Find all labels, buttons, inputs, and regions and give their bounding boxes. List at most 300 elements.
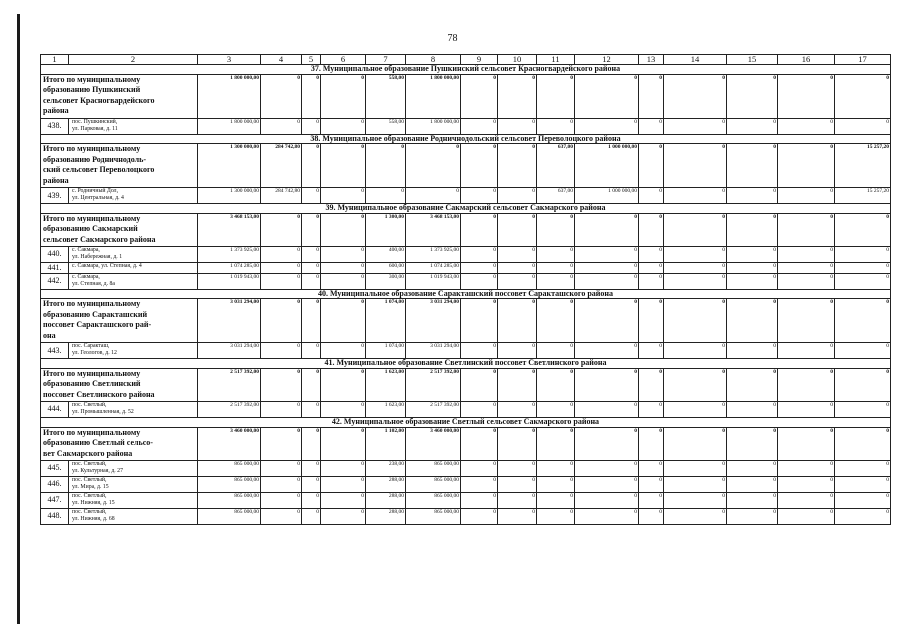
row-number: 443.: [41, 343, 69, 359]
total-value-cell: 1 300 000,00: [198, 144, 261, 188]
address-line: ул. Геологов, д. 12: [72, 350, 117, 357]
total-value-cell: 0: [639, 368, 664, 401]
column-header: 13: [639, 55, 664, 65]
value-cell: 0: [537, 246, 575, 262]
total-value-cell: 0: [575, 213, 639, 246]
value-cell: 0: [778, 460, 835, 476]
total-label-line: поссовет Саракташского рай-: [43, 320, 152, 330]
value-cell: 0: [261, 508, 302, 524]
total-value-cell: 0: [537, 74, 575, 118]
value-cell: 865 000,00: [198, 492, 261, 508]
value-cell: 0: [835, 476, 891, 492]
total-value-cell: 0: [321, 368, 366, 401]
total-value-cell: 0: [664, 368, 727, 401]
total-value-cell: 0: [537, 213, 575, 246]
total-value-cell: 1 074,00: [366, 299, 406, 343]
total-value-cell: 1 800 000,00: [406, 74, 461, 118]
total-label: [41, 368, 198, 401]
value-cell: 238,00: [366, 460, 406, 476]
value-cell: 0: [664, 343, 727, 359]
address-line: пос. Светлый,: [72, 476, 107, 483]
total-value-cell: 0: [727, 427, 778, 460]
column-header: 8: [406, 55, 461, 65]
value-cell: 0: [461, 492, 498, 508]
value-cell: 0: [321, 401, 366, 417]
total-value-cell: 0: [639, 144, 664, 188]
row-number: 447.: [41, 492, 69, 508]
value-cell: 0: [321, 273, 366, 289]
table-row: [41, 401, 891, 417]
total-label-line: образованию Родничнодоль-: [43, 154, 147, 164]
value-cell: 0: [461, 401, 498, 417]
value-cell: 0: [498, 273, 537, 289]
value-cell: 0: [461, 476, 498, 492]
column-header: 12: [575, 55, 639, 65]
value-cell: 0: [664, 273, 727, 289]
value-cell: 0: [835, 343, 891, 359]
address-cell: [69, 118, 198, 134]
total-label: [41, 74, 198, 118]
value-cell: 0: [664, 262, 727, 273]
value-cell: 0: [639, 476, 664, 492]
value-cell: 0: [461, 246, 498, 262]
column-header: 10: [498, 55, 537, 65]
value-cell: 0: [727, 401, 778, 417]
section-total-row: [41, 74, 891, 118]
value-cell: 865 000,00: [406, 460, 461, 476]
total-label-line: сельсовет Сакмарского района: [43, 234, 156, 244]
address-cell: [69, 508, 198, 524]
total-value-cell: 3 031 294,00: [198, 299, 261, 343]
total-label-line: образованию Пушкинский: [43, 85, 141, 95]
value-cell: 0: [727, 343, 778, 359]
value-cell: 0: [835, 273, 891, 289]
total-value-cell: 284 742,80: [261, 144, 302, 188]
total-label-line: Итого по муниципальному: [43, 299, 141, 309]
value-cell: 0: [664, 460, 727, 476]
address-cell: [69, 476, 198, 492]
total-value-cell: 0: [835, 74, 891, 118]
total-label-line: вет Сакмарского района: [43, 448, 133, 458]
address-cell: [69, 246, 198, 262]
column-header: 6: [321, 55, 366, 65]
value-cell: 3 031 294,00: [406, 343, 461, 359]
row-number: 448.: [41, 508, 69, 524]
value-cell: 0: [302, 273, 321, 289]
value-cell: 0: [302, 246, 321, 262]
value-cell: 0: [575, 508, 639, 524]
address-line: с. Сакмара, ул. Степная, д. 4: [72, 262, 142, 269]
value-cell: 0: [639, 246, 664, 262]
value-cell: 1 074 285,00: [198, 262, 261, 273]
value-cell: 0: [664, 492, 727, 508]
total-label-line: Итого по муниципальному: [43, 144, 141, 154]
section-title: 42. Муниципальное образование Светлый сельсовет Сакмарского района: [41, 417, 891, 427]
value-cell: 0: [727, 508, 778, 524]
value-cell: 0: [461, 118, 498, 134]
value-cell: 0: [639, 508, 664, 524]
value-cell: 0: [321, 476, 366, 492]
value-cell: 0: [537, 401, 575, 417]
total-value-cell: 1 300,00: [366, 213, 406, 246]
value-cell: 0: [406, 188, 461, 204]
total-value-cell: 15 257,20: [835, 144, 891, 188]
value-cell: 0: [302, 118, 321, 134]
total-value-cell: 0: [778, 213, 835, 246]
total-value-cell: 0: [261, 427, 302, 460]
value-cell: 0: [498, 476, 537, 492]
value-cell: 0: [498, 460, 537, 476]
total-value-cell: 3 468 153,00: [406, 213, 461, 246]
total-value-cell: 1 623,00: [366, 368, 406, 401]
total-value-cell: 0: [664, 144, 727, 188]
section-title: 39. Муниципальное образование Сакмарский сельсовет Сакмарского района: [41, 204, 891, 214]
value-cell: 1 074,00: [366, 343, 406, 359]
total-value-cell: 0: [727, 299, 778, 343]
column-header: 2: [69, 55, 198, 65]
value-cell: 0: [321, 246, 366, 262]
address-cell: [69, 188, 198, 204]
address-cell: [69, 401, 198, 417]
value-cell: 0: [575, 118, 639, 134]
value-cell: 0: [461, 460, 498, 476]
value-cell: 1 373 925,00: [406, 246, 461, 262]
total-value-cell: 0: [302, 299, 321, 343]
value-cell: 0: [727, 188, 778, 204]
value-cell: 0: [321, 262, 366, 273]
column-header: 9: [461, 55, 498, 65]
value-cell: 1 623,00: [366, 401, 406, 417]
value-cell: 0: [639, 273, 664, 289]
value-cell: 288,00: [366, 492, 406, 508]
total-label: [41, 427, 198, 460]
total-value-cell: 2 517 392,00: [406, 368, 461, 401]
value-cell: 0: [727, 246, 778, 262]
value-cell: 0: [537, 508, 575, 524]
value-cell: 300,00: [366, 273, 406, 289]
value-cell: 0: [321, 508, 366, 524]
total-value-cell: 0: [575, 368, 639, 401]
value-cell: 0: [835, 246, 891, 262]
total-value-cell: 0: [261, 74, 302, 118]
value-cell: 0: [664, 476, 727, 492]
row-number: 440.: [41, 246, 69, 262]
value-cell: 0: [664, 246, 727, 262]
value-cell: 0: [498, 508, 537, 524]
total-value-cell: 0: [302, 144, 321, 188]
value-cell: 0: [498, 401, 537, 417]
value-cell: 0: [321, 343, 366, 359]
value-cell: 0: [537, 343, 575, 359]
value-cell: 1 800 000,00: [406, 118, 461, 134]
table-row: [41, 476, 891, 492]
total-value-cell: 0: [664, 213, 727, 246]
value-cell: 1 019 943,00: [406, 273, 461, 289]
value-cell: 0: [261, 476, 302, 492]
data-table: [40, 54, 891, 525]
value-cell: 0: [461, 273, 498, 289]
section-total-row: [41, 144, 891, 188]
value-cell: 0: [321, 118, 366, 134]
value-cell: 0: [778, 401, 835, 417]
value-cell: 0: [498, 118, 537, 134]
total-label-line: Итого по муниципальному: [43, 213, 141, 223]
value-cell: 0: [302, 188, 321, 204]
value-cell: 0: [835, 401, 891, 417]
total-value-cell: 0: [664, 427, 727, 460]
value-cell: 0: [778, 262, 835, 273]
value-cell: 600,00: [366, 262, 406, 273]
address-line: пос. Светлый,: [72, 401, 107, 408]
total-value-cell: 0: [639, 299, 664, 343]
value-cell: 0: [261, 492, 302, 508]
total-value-cell: 0: [461, 144, 498, 188]
value-cell: 0: [537, 476, 575, 492]
total-value-cell: 0: [321, 144, 366, 188]
total-value-cell: 558,00: [366, 74, 406, 118]
value-cell: 0: [835, 262, 891, 273]
value-cell: 558,00: [366, 118, 406, 134]
table-row: [41, 343, 891, 359]
total-value-cell: 0: [498, 368, 537, 401]
total-value-cell: 0: [639, 427, 664, 460]
total-value-cell: 0: [498, 299, 537, 343]
total-value-cell: 0: [261, 213, 302, 246]
total-value-cell: 0: [778, 427, 835, 460]
total-value-cell: 0: [639, 74, 664, 118]
value-cell: 0: [302, 508, 321, 524]
total-value-cell: 0: [498, 213, 537, 246]
total-value-cell: 0: [778, 74, 835, 118]
value-cell: 0: [498, 343, 537, 359]
total-label-line: района: [43, 175, 69, 185]
row-number: 442.: [41, 273, 69, 289]
value-cell: 865 000,00: [198, 508, 261, 524]
row-number: 438.: [41, 118, 69, 134]
value-cell: 0: [321, 460, 366, 476]
left-margin-bar: [17, 14, 20, 624]
total-value-cell: 0: [261, 368, 302, 401]
value-cell: 400,00: [366, 246, 406, 262]
value-cell: 0: [778, 492, 835, 508]
value-cell: 0: [639, 401, 664, 417]
value-cell: 865 000,00: [198, 476, 261, 492]
value-cell: 0: [835, 118, 891, 134]
address-line: пос. Светлый,: [72, 460, 107, 467]
value-cell: 0: [727, 492, 778, 508]
value-cell: 0: [778, 246, 835, 262]
value-cell: 0: [302, 492, 321, 508]
value-cell: 0: [778, 476, 835, 492]
value-cell: 1 000 000,00: [575, 188, 639, 204]
address-line: ул. Центральная, д. 4: [72, 195, 124, 202]
value-cell: 0: [664, 401, 727, 417]
total-value-cell: 1 102,00: [366, 427, 406, 460]
value-cell: 1 373 925,00: [198, 246, 261, 262]
total-value-cell: 0: [302, 427, 321, 460]
row-number: 441.: [41, 262, 69, 273]
total-value-cell: 0: [461, 368, 498, 401]
total-value-cell: 0: [321, 74, 366, 118]
value-cell: 284 742,80: [261, 188, 302, 204]
row-number: 439.: [41, 188, 69, 204]
address-line: ул. Парковая, д. 11: [72, 125, 118, 132]
total-label: [41, 144, 198, 188]
value-cell: 0: [498, 188, 537, 204]
value-cell: 0: [835, 492, 891, 508]
address-line: ул. Степная, д. 8а: [72, 280, 115, 287]
total-value-cell: 0: [537, 427, 575, 460]
address-line: пос. Пушкинский,: [72, 118, 118, 125]
table-row: [41, 246, 891, 262]
total-value-cell: 3 031 294,00: [406, 299, 461, 343]
address-line: ул. Культурная, д. 27: [72, 467, 123, 474]
total-value-cell: 0: [461, 299, 498, 343]
value-cell: 0: [537, 460, 575, 476]
row-number: 444.: [41, 401, 69, 417]
value-cell: 0: [321, 492, 366, 508]
value-cell: 0: [537, 492, 575, 508]
address-cell: [69, 273, 198, 289]
address-line: пос. Светлый,: [72, 508, 107, 515]
row-number: 446.: [41, 476, 69, 492]
table-row: [41, 188, 891, 204]
value-cell: 0: [727, 460, 778, 476]
total-label-line: района: [43, 106, 69, 116]
address-line: ул. Промышленная, д. 52: [72, 408, 134, 415]
value-cell: 637,00: [537, 188, 575, 204]
total-label-line: Итого по муниципальному: [43, 368, 141, 378]
column-header: 7: [366, 55, 406, 65]
value-cell: 0: [727, 262, 778, 273]
value-cell: 0: [261, 343, 302, 359]
value-cell: 0: [302, 262, 321, 273]
total-value-cell: 0: [302, 213, 321, 246]
total-label-line: сельсовет Красногвардейского: [43, 95, 155, 105]
total-value-cell: 0: [727, 368, 778, 401]
value-cell: 2 517 392,00: [198, 401, 261, 417]
value-cell: 1 800 000,00: [198, 118, 261, 134]
value-cell: 0: [461, 343, 498, 359]
table-row: [41, 508, 891, 524]
value-cell: 3 031 294,00: [198, 343, 261, 359]
value-cell: 0: [261, 246, 302, 262]
total-value-cell: 0: [537, 368, 575, 401]
value-cell: 0: [321, 188, 366, 204]
total-value-cell: 3 460 000,00: [406, 427, 461, 460]
value-cell: 0: [639, 460, 664, 476]
total-value-cell: 0: [366, 144, 406, 188]
total-value-cell: 0: [835, 299, 891, 343]
address-line: ул. Нижняя, д. 68: [72, 515, 115, 522]
total-value-cell: 0: [727, 144, 778, 188]
value-cell: 0: [778, 343, 835, 359]
section-title: 41. Муниципальное образование Светлинский поссовет Светлинского района: [41, 359, 891, 369]
section-title: 40. Муниципальное образование Саракташский поссовет Саракташского района: [41, 289, 891, 299]
section-total-row: [41, 427, 891, 460]
value-cell: 0: [302, 343, 321, 359]
column-header: 14: [664, 55, 727, 65]
value-cell: 0: [778, 118, 835, 134]
value-cell: 0: [835, 460, 891, 476]
value-cell: 0: [261, 262, 302, 273]
value-cell: 0: [778, 273, 835, 289]
total-value-cell: 0: [575, 74, 639, 118]
column-header: 11: [537, 55, 575, 65]
value-cell: 0: [778, 188, 835, 204]
column-header: 3: [198, 55, 261, 65]
value-cell: 0: [261, 273, 302, 289]
value-cell: 0: [498, 262, 537, 273]
total-value-cell: 0: [575, 299, 639, 343]
total-value-cell: 0: [498, 427, 537, 460]
value-cell: 0: [537, 273, 575, 289]
column-header: 15: [727, 55, 778, 65]
total-value-cell: 0: [321, 213, 366, 246]
value-cell: 0: [778, 508, 835, 524]
total-value-cell: 0: [835, 213, 891, 246]
value-cell: 0: [639, 188, 664, 204]
address-line: ул. Нижняя, д. 15: [72, 499, 115, 506]
total-label-line: поссовет Светлинского района: [43, 389, 155, 399]
total-value-cell: 0: [261, 299, 302, 343]
value-cell: 0: [664, 188, 727, 204]
total-label-line: Итого по муниципальному: [43, 74, 141, 84]
value-cell: 0: [261, 118, 302, 134]
value-cell: 0: [461, 188, 498, 204]
value-cell: 0: [639, 343, 664, 359]
total-value-cell: 0: [321, 427, 366, 460]
value-cell: 0: [575, 476, 639, 492]
total-value-cell: 0: [302, 368, 321, 401]
section-title: 38. Муниципальное образование Родничнодольский сельсовет Переволоцкого района: [41, 134, 891, 144]
table-row: [41, 460, 891, 476]
value-cell: 0: [461, 262, 498, 273]
column-header: 4: [261, 55, 302, 65]
value-cell: 0: [261, 460, 302, 476]
value-cell: 0: [575, 401, 639, 417]
value-cell: 865 000,00: [406, 508, 461, 524]
value-cell: 0: [302, 476, 321, 492]
value-cell: 0: [575, 492, 639, 508]
value-cell: 0: [461, 508, 498, 524]
total-label-line: образованию Саракташский: [43, 309, 148, 319]
total-label: [41, 299, 198, 343]
total-value-cell: 0: [778, 368, 835, 401]
address-line: ул. Набережная, д. 1: [72, 253, 123, 260]
total-value-cell: 3 468 153,00: [198, 213, 261, 246]
table-row: [41, 492, 891, 508]
value-cell: 0: [498, 492, 537, 508]
table-header-row: [41, 55, 891, 65]
value-cell: 865 000,00: [406, 476, 461, 492]
value-cell: 1 300 000,00: [198, 188, 261, 204]
value-cell: 865 000,00: [406, 492, 461, 508]
section-total-row: [41, 368, 891, 401]
value-cell: 0: [498, 246, 537, 262]
total-value-cell: 3 460 000,00: [198, 427, 261, 460]
total-value-cell: 0: [461, 74, 498, 118]
total-label-line: ский сельсовет Переволоцкого: [43, 165, 155, 175]
value-cell: 0: [727, 476, 778, 492]
value-cell: 0: [302, 460, 321, 476]
value-cell: 0: [366, 188, 406, 204]
value-cell: 0: [537, 262, 575, 273]
value-cell: 0: [575, 262, 639, 273]
total-value-cell: 0: [575, 427, 639, 460]
total-value-cell: 0: [639, 213, 664, 246]
value-cell: 0: [835, 508, 891, 524]
